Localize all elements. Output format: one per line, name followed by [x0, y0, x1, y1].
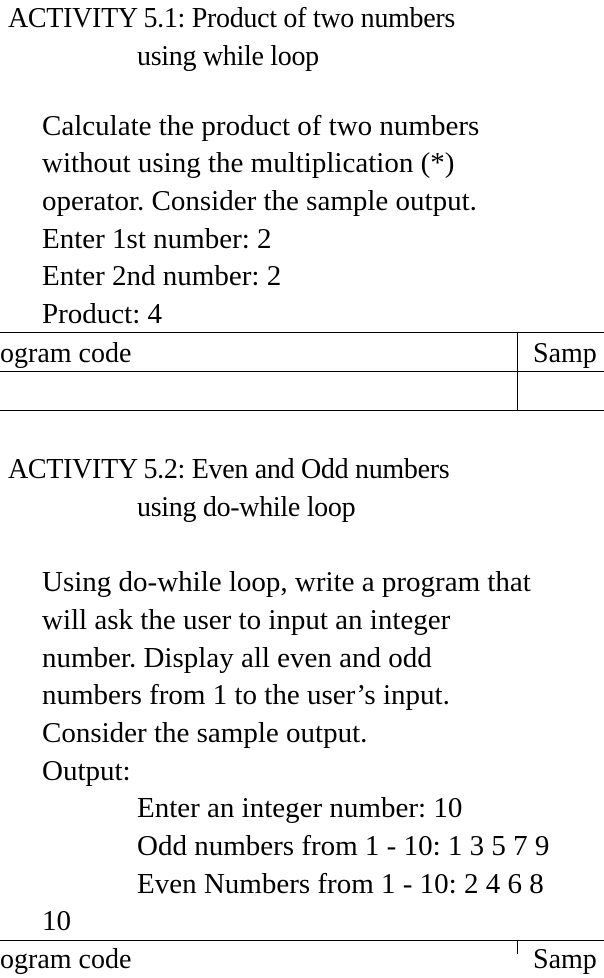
- activity-5-1-body-line: Calculate the product of two numbers: [42, 110, 480, 142]
- activity-5-1-title-line2: using while loop: [137, 41, 319, 72]
- activity-5-2-body-line: will ask the user to input an integer: [42, 604, 451, 636]
- table-row: [0, 372, 604, 411]
- activity-5-2-output-wrap: 10: [42, 905, 71, 937]
- activity-5-1-body-line: without using the multiplication (*): [42, 147, 455, 179]
- activity-5-2-title-line1: ACTIVITY 5.2: Even and Odd numbers: [8, 454, 450, 485]
- activity-5-1-title-line1: ACTIVITY 5.1: Product of two numbers: [8, 3, 455, 34]
- activity-5-1-body-line: operator. Consider the sample output.: [42, 185, 477, 217]
- activity-5-2-body-line: number. Display all even and odd: [42, 642, 432, 674]
- activity-5-1-sample-line: Enter 2nd number: 2: [42, 260, 282, 292]
- program-code-header: ogram code: [0, 944, 132, 975]
- program-code-header: ogram code: [0, 338, 132, 369]
- activity-5-2-output-line: Even Numbers from 1 - 10: 2 4 6 8: [137, 868, 544, 900]
- activity-5-2-title-line2: using do-while loop: [137, 492, 356, 523]
- table-column-divider: [517, 333, 518, 411]
- activity-5-2-body-line: Using do-while loop, write a program that: [42, 566, 531, 598]
- sample-output-header: Samp: [533, 944, 597, 975]
- sample-output-header: Samp: [533, 338, 597, 369]
- table-column-divider: [517, 941, 518, 954]
- activity-5-2-body-line: Consider the sample output.: [42, 717, 368, 749]
- activity-5-2-output-label: Output:: [42, 755, 131, 787]
- activity-5-1-sample-line: Product: 4: [42, 298, 163, 330]
- activity-5-1-sample-line: Enter 1st number: 2: [42, 223, 272, 255]
- activity-5-2-output-line: Odd numbers from 1 - 10: 1 3 5 7 9: [137, 830, 550, 862]
- activity-5-2-output-line: Enter an integer number: 10: [137, 792, 463, 824]
- activity-5-2-body-line: numbers from 1 to the user’s input.: [42, 679, 450, 711]
